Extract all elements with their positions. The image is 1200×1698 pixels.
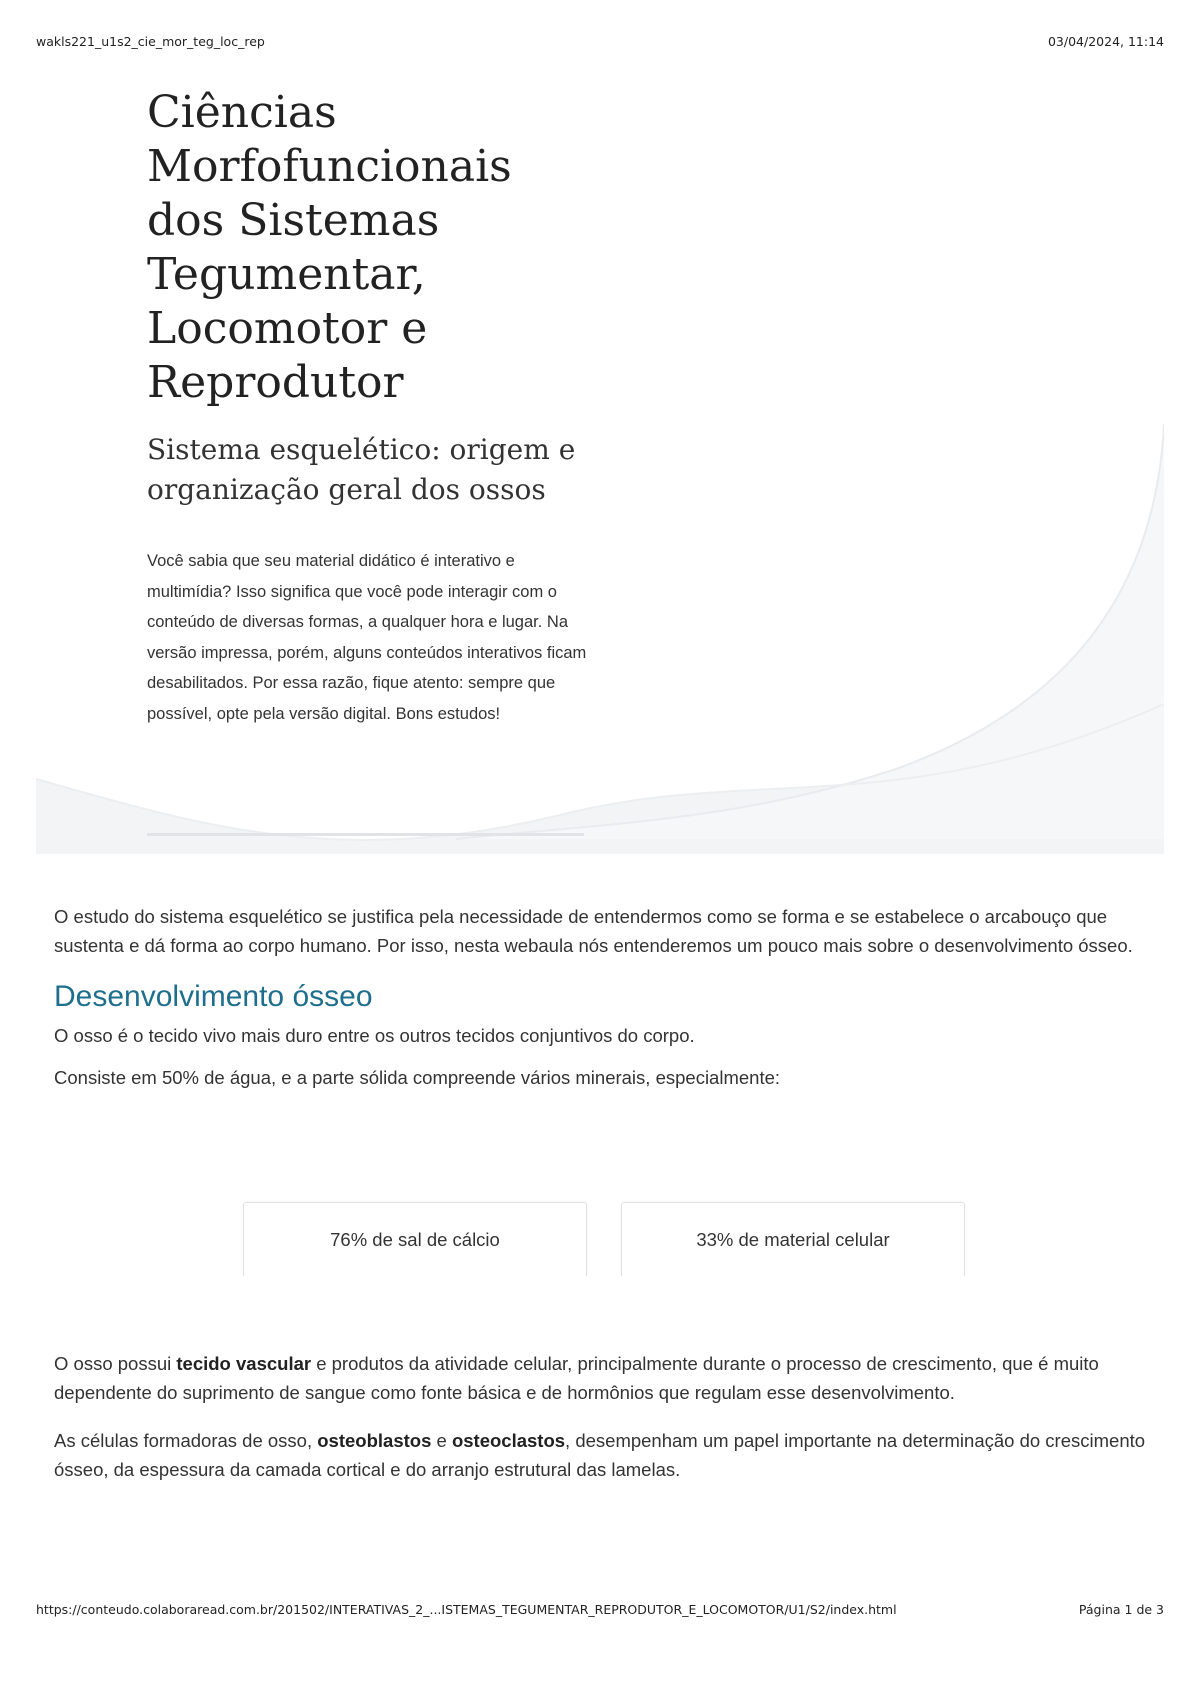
card-label: 33% de material celular — [696, 1228, 890, 1250]
print-file-name: wakls221_u1s2_cie_mor_teg_loc_rep — [36, 34, 265, 49]
mineral-cards — [243, 1202, 965, 1276]
paragraph-vascular — [54, 1349, 1150, 1407]
interactive-material-note: Você sabia que seu material didático é interativo e multimídia? Isso significa que você pode interagir com o conteúdo de diversas formas, a qualquer hora e lugar. Na versão impressa, porém, alguns conteúdos interativos ficam desabilitados. Por essa razão, fique atento: sempre que possível, opte pela versão digital. Bons estudos! — [147, 552, 587, 723]
paragraph-bone-cells — [54, 1426, 1150, 1484]
print-footer — [36, 1602, 1164, 1617]
mineral-card-cellular[interactable] — [621, 1202, 965, 1276]
bold-term: osteoblastos — [317, 1430, 432, 1451]
print-page-number: Página 1 de 3 — [1078, 1602, 1164, 1617]
text-segment: As células formadoras de osso, — [54, 1430, 318, 1451]
text-segment: , desempenham um papel importante na determinação do crescimento ósseo, da espessura da camada cortical e do arranjo estrutural das lamelas. — [54, 1430, 1146, 1480]
print-url: https://conteudo.colaboraread.com.br/201502/INTERATIVAS_2_...ISTEMAS_TEGUMENTAR_REPRODUTOR_E_LOCOMOTOR/U1/S2/index.html — [36, 1602, 897, 1617]
course-title: Ciências Morfofuncionais dos Sistemas Tegumentar, Locomotor e Reprodutor — [147, 87, 512, 408]
text-segment: e produtos da atividade celular, principalmente durante o processo de crescimento, que é muito dependente do suprimento de sangue como fonte básica e de hormônios que regulam esse desenvolvimento. — [54, 1353, 1099, 1403]
lesson-content — [54, 902, 1150, 1109]
mineral-card-calcium[interactable] — [243, 1202, 587, 1276]
lesson-content-continued — [54, 1349, 1150, 1503]
text-segment: O osso possui — [54, 1353, 177, 1374]
section-heading: Desenvolvimento ósseo — [54, 980, 373, 1013]
paragraph: Consiste em 50% de água, e a parte sólida compreende vários minerais, especialmente: — [54, 1067, 781, 1088]
bold-term: osteoclastos — [451, 1430, 566, 1451]
card-label: 76% de sal de cálcio — [330, 1228, 500, 1250]
print-header — [36, 34, 1164, 49]
text-segment: e — [431, 1430, 452, 1451]
intro-paragraph: O estudo do sistema esquelético se justifica pela necessidade de entendermos como se forma e se estabelece o arcabouço que sustenta e dá forma ao corpo humano. Por isso, nesta webaula nós entenderemos um pouco mais sobre o desenvolvimento ósseo. — [54, 906, 1133, 956]
hero-banner — [36, 64, 1164, 854]
bold-term: tecido vascular — [176, 1353, 312, 1374]
hero-divider — [147, 833, 584, 836]
lesson-title: Sistema esquelético: origem e organização geral dos ossos — [147, 433, 576, 506]
print-datetime: 03/04/2024, 11:14 — [1047, 34, 1164, 49]
paragraph: O osso é o tecido vivo mais duro entre os outros tecidos conjuntivos do corpo. — [54, 1025, 695, 1046]
